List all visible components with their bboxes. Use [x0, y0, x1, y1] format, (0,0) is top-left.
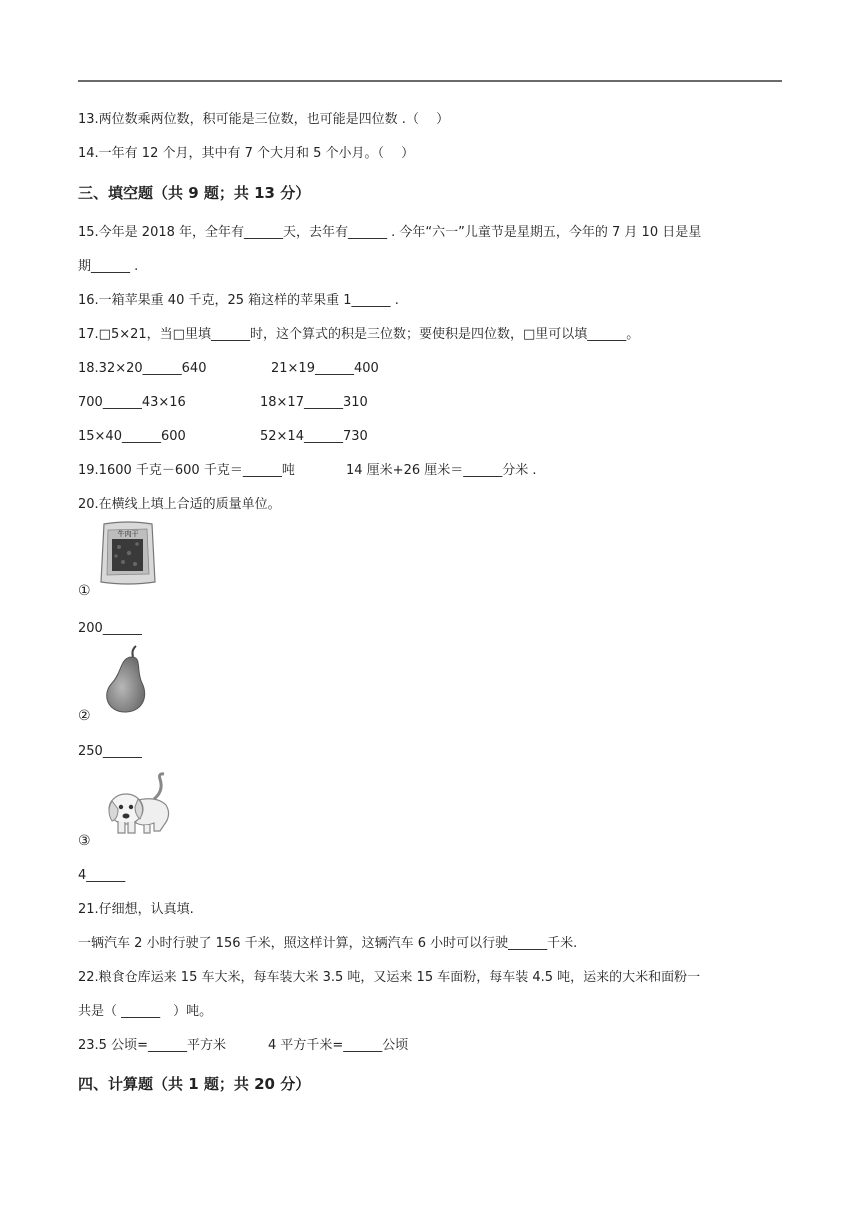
item-3-answer: 4______: [78, 868, 126, 883]
question-23b: 4 平方千米=______公顷: [268, 1038, 409, 1053]
question-19b: 14 厘米+26 厘米＝______分米 .: [346, 463, 537, 478]
item-1-marker: ①: [78, 583, 91, 599]
question-23a: 23.5 公顷=______平方米: [78, 1038, 226, 1053]
jerky-bag-label: 牛肉干: [117, 530, 139, 538]
question-18-r2a: 700______43×16: [78, 395, 186, 410]
pear-image: [100, 645, 150, 715]
question-18-r1b: 21×19______400: [271, 361, 379, 376]
question-15-line2: 期______ .: [78, 259, 139, 274]
item-2-answer: 250______: [78, 744, 142, 759]
item-2-marker: ②: [78, 708, 91, 724]
question-14: 14.一年有 12 个月，其中有 7 个大月和 5 个小月。（ ）: [78, 146, 415, 161]
section-3-heading: 三、填空题（共 9 题；共 13 分）: [78, 184, 311, 202]
question-19a: 19.1600 千克－600 千克＝______吨: [78, 463, 295, 478]
question-21-body: 一辆汽车 2 小时行驶了 156 千米，照这样计算，这辆汽车 6 小时可以行驶______千米.: [78, 936, 578, 951]
header-rule: [78, 80, 782, 82]
question-15-line1: 15.今年是 2018 年，全年有______天，去年有______ . 今年“六一”儿童节是星期五，今年的 7 月 10 日是星: [78, 225, 702, 240]
question-21: 21.仔细想，认真填.: [78, 902, 194, 917]
item-3-marker: ③: [78, 833, 91, 849]
question-18-r3a: 15×40______600: [78, 429, 186, 444]
question-22-line1: 22.粮食仓库运来 15 车大米，每车装大米 3.5 吨，又运来 15 车面粉，每车装 4.5 吨，运来的大米和面粉一: [78, 970, 701, 985]
question-16: 16.一箱苹果重 40 千克，25 箱这样的苹果重 1______ .: [78, 293, 399, 308]
question-20: 20.在横线上填上合适的质量单位。: [78, 497, 281, 512]
question-18-r1a: 18.32×20______640: [78, 361, 207, 376]
puppy-image: [104, 771, 176, 837]
question-13: 13.两位数乘两位数，积可能是三位数，也可能是四位数 .（ ）: [78, 112, 450, 127]
question-18-r2b: 18×17______310: [260, 395, 368, 410]
question-18-r3b: 52×14______730: [260, 429, 368, 444]
question-17: 17.□5×21，当□里填______时，这个算式的积是三位数；要使积是四位数，□里可以填______。: [78, 327, 640, 342]
item-1-answer: 200______: [78, 621, 142, 636]
jerky-bag-image: [99, 520, 157, 586]
section-4-heading: 四、计算题（共 1 题；共 20 分）: [78, 1075, 311, 1093]
question-22-line2: 共是（ ______ ）吨。: [78, 1004, 213, 1019]
